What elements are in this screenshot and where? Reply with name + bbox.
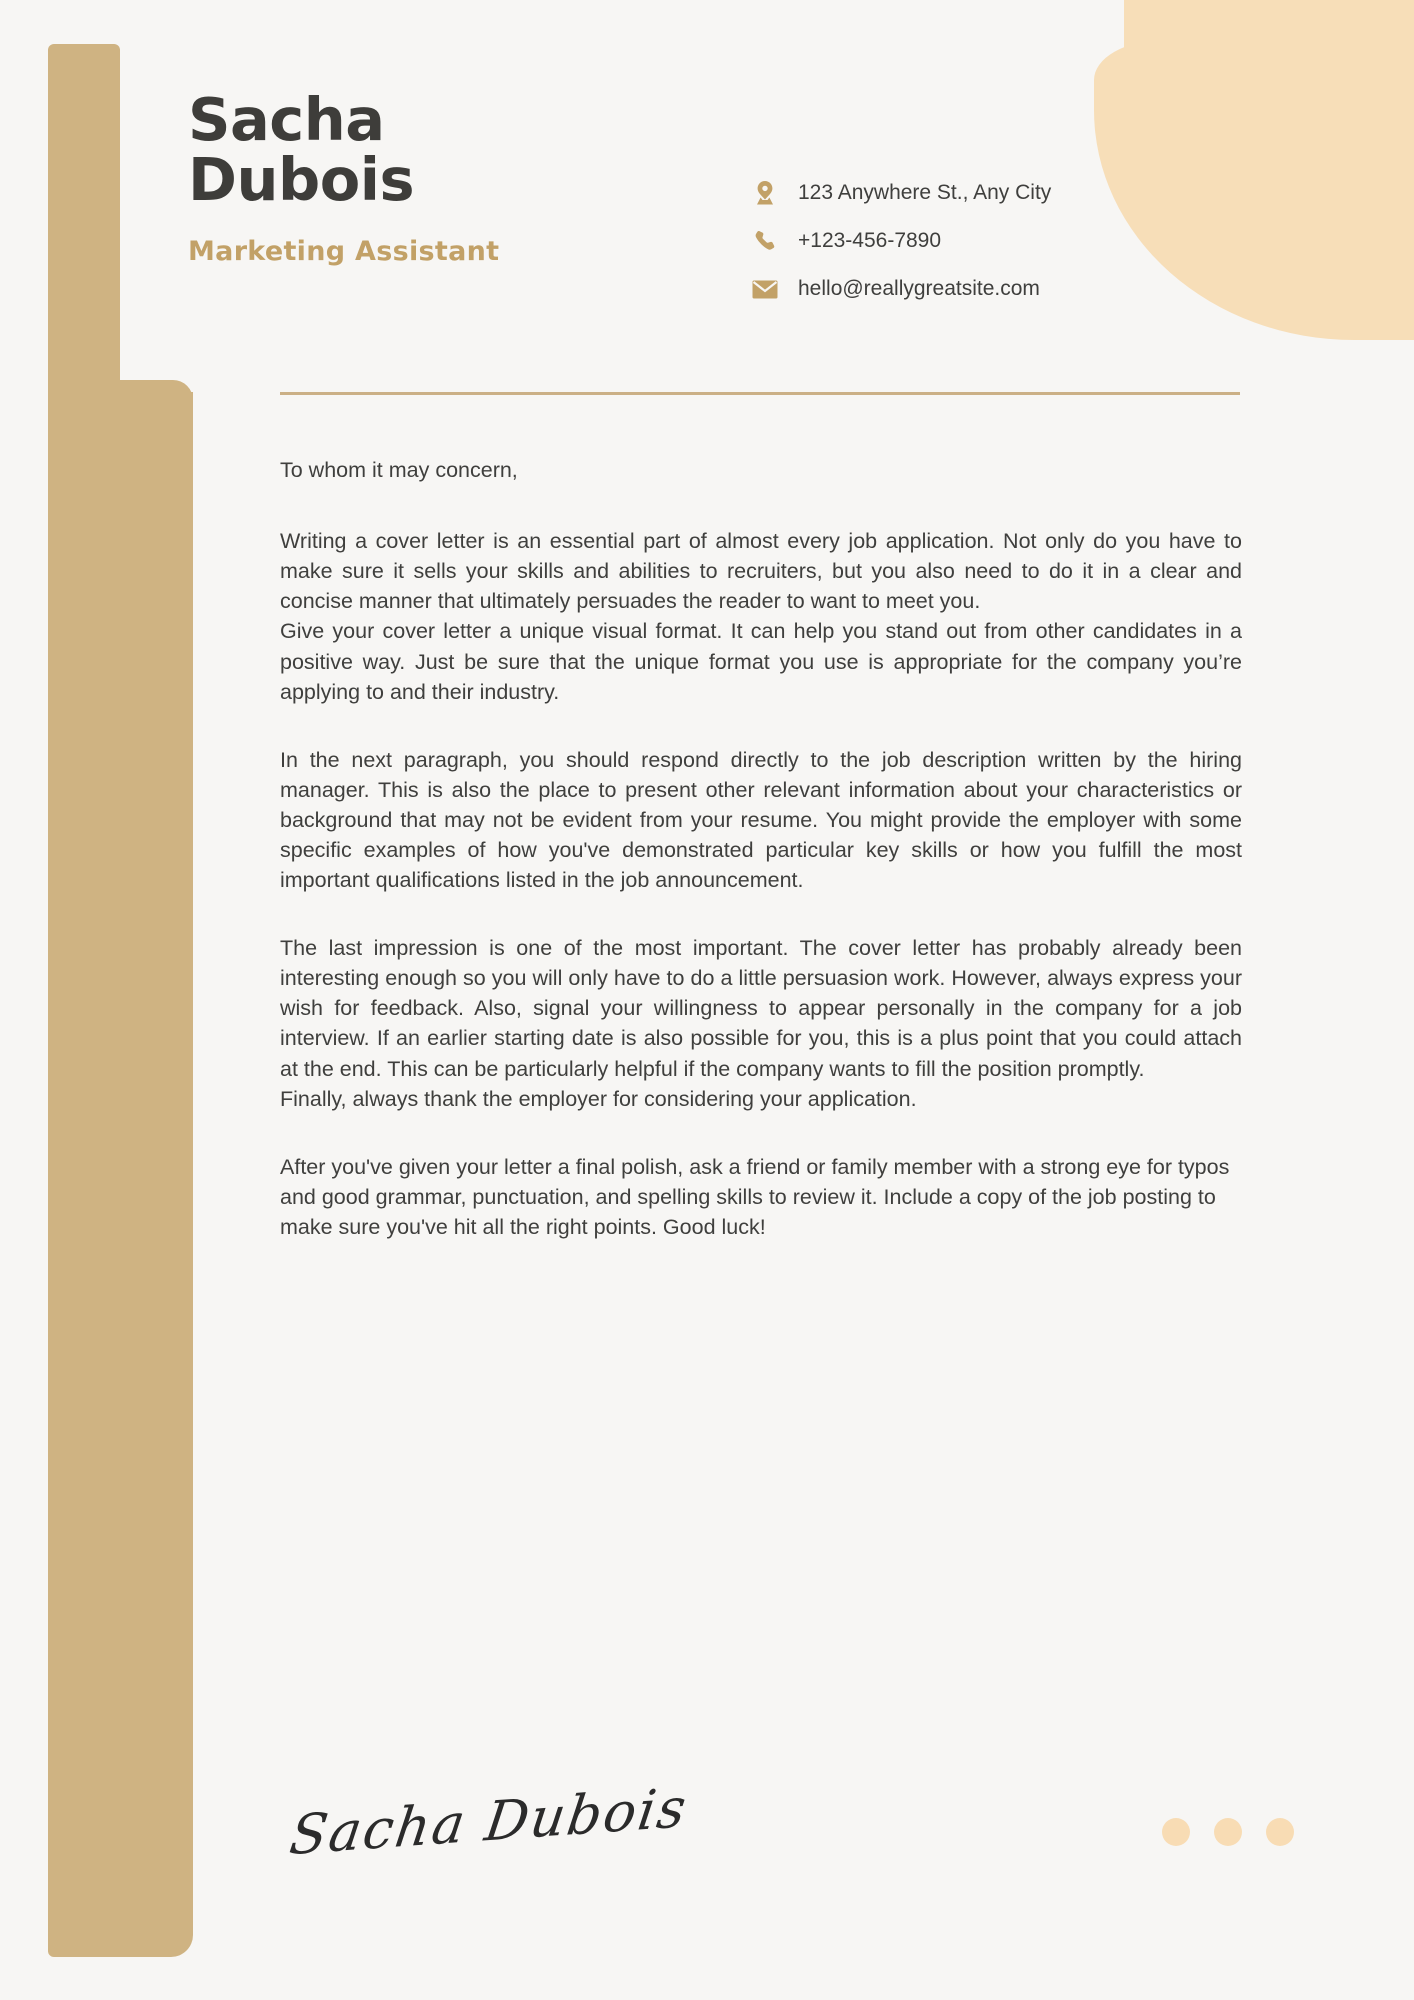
contact-row-phone	[750, 228, 1051, 254]
letter-body	[280, 455, 1242, 1242]
letter-paragraph-3: In the next paragraph, you should respond directly to the job description written by the hiring manager. This is also the place to present other relevant information about your characteristics or background that may not be evident from your resume. You might provide the employer with some specific examples of how you've demonstrated particular key skills or how you fulfill the most important qualifications listed in the job announcement.	[280, 747, 1242, 893]
last-name: Dubois	[188, 145, 415, 215]
letter-header	[0, 0, 1414, 330]
envelope-icon	[750, 280, 780, 299]
decorative-dot	[1214, 1818, 1242, 1846]
letter-paragraph-2: Give your cover letter a unique visual format. It can help you stand out from other candidates in a positive way. Just be sure that the unique format you use is appropriate for the company you’re applying to and their industry.	[280, 619, 1242, 704]
contact-block	[750, 180, 1051, 324]
decorative-dot	[1266, 1818, 1294, 1846]
first-name: Sacha	[188, 85, 385, 154]
letter-paragraph-5: Finally, always thank the employer for considering your application.	[280, 1086, 917, 1111]
decorative-dots	[1162, 1818, 1294, 1846]
location-pin-icon	[750, 180, 780, 206]
letter-paragraph-4: The last impression is one of the most important. The cover letter has probably already been interesting enough so you will only have to do a little persuasion work. However, always express your wish for feedback. Also, signal your willingness to appear personally in the company for a job interview. If an earlier starting date is also possible for you, this is a plus point that you could attach at the end. This can be particularly helpful if the company wants to fill the position promptly.	[280, 936, 1242, 1081]
name-block	[188, 85, 500, 268]
letter-paragraph-1: Writing a cover letter is an essential part of almost every job application. Not only do you have to make sure it sells your skills and abilities to recruiters, but you also need to do it in a clear and concise manner that ultimately persuades the reader to want to meet you.	[280, 529, 1242, 614]
phone-icon	[750, 229, 780, 253]
left-accent-bar-main	[48, 392, 193, 1957]
contact-value-address: 123 Anywhere St., Any City	[798, 181, 1052, 204]
letter-paragraph-6: After you've given your letter a final polish, ask a friend or family member with a strong eye for typos and good grammar, punctuation, and spelling skills to review it. Include a copy of the job posting to make sure you've hit all the right points. Good luck!	[280, 1154, 1230, 1239]
contact-value-phone: +123-456-7890	[798, 229, 942, 252]
contact-row-address	[750, 180, 1051, 206]
letter-greeting: To whom it may concern,	[280, 458, 518, 482]
contact-value-email: hello@reallygreatsite.com	[798, 277, 1040, 300]
job-title: Marketing Assistant	[188, 236, 500, 268]
contact-row-email	[750, 276, 1051, 302]
decorative-dot	[1162, 1818, 1190, 1846]
header-divider	[280, 392, 1240, 395]
signature: Sacha Dubois	[286, 1775, 692, 1868]
